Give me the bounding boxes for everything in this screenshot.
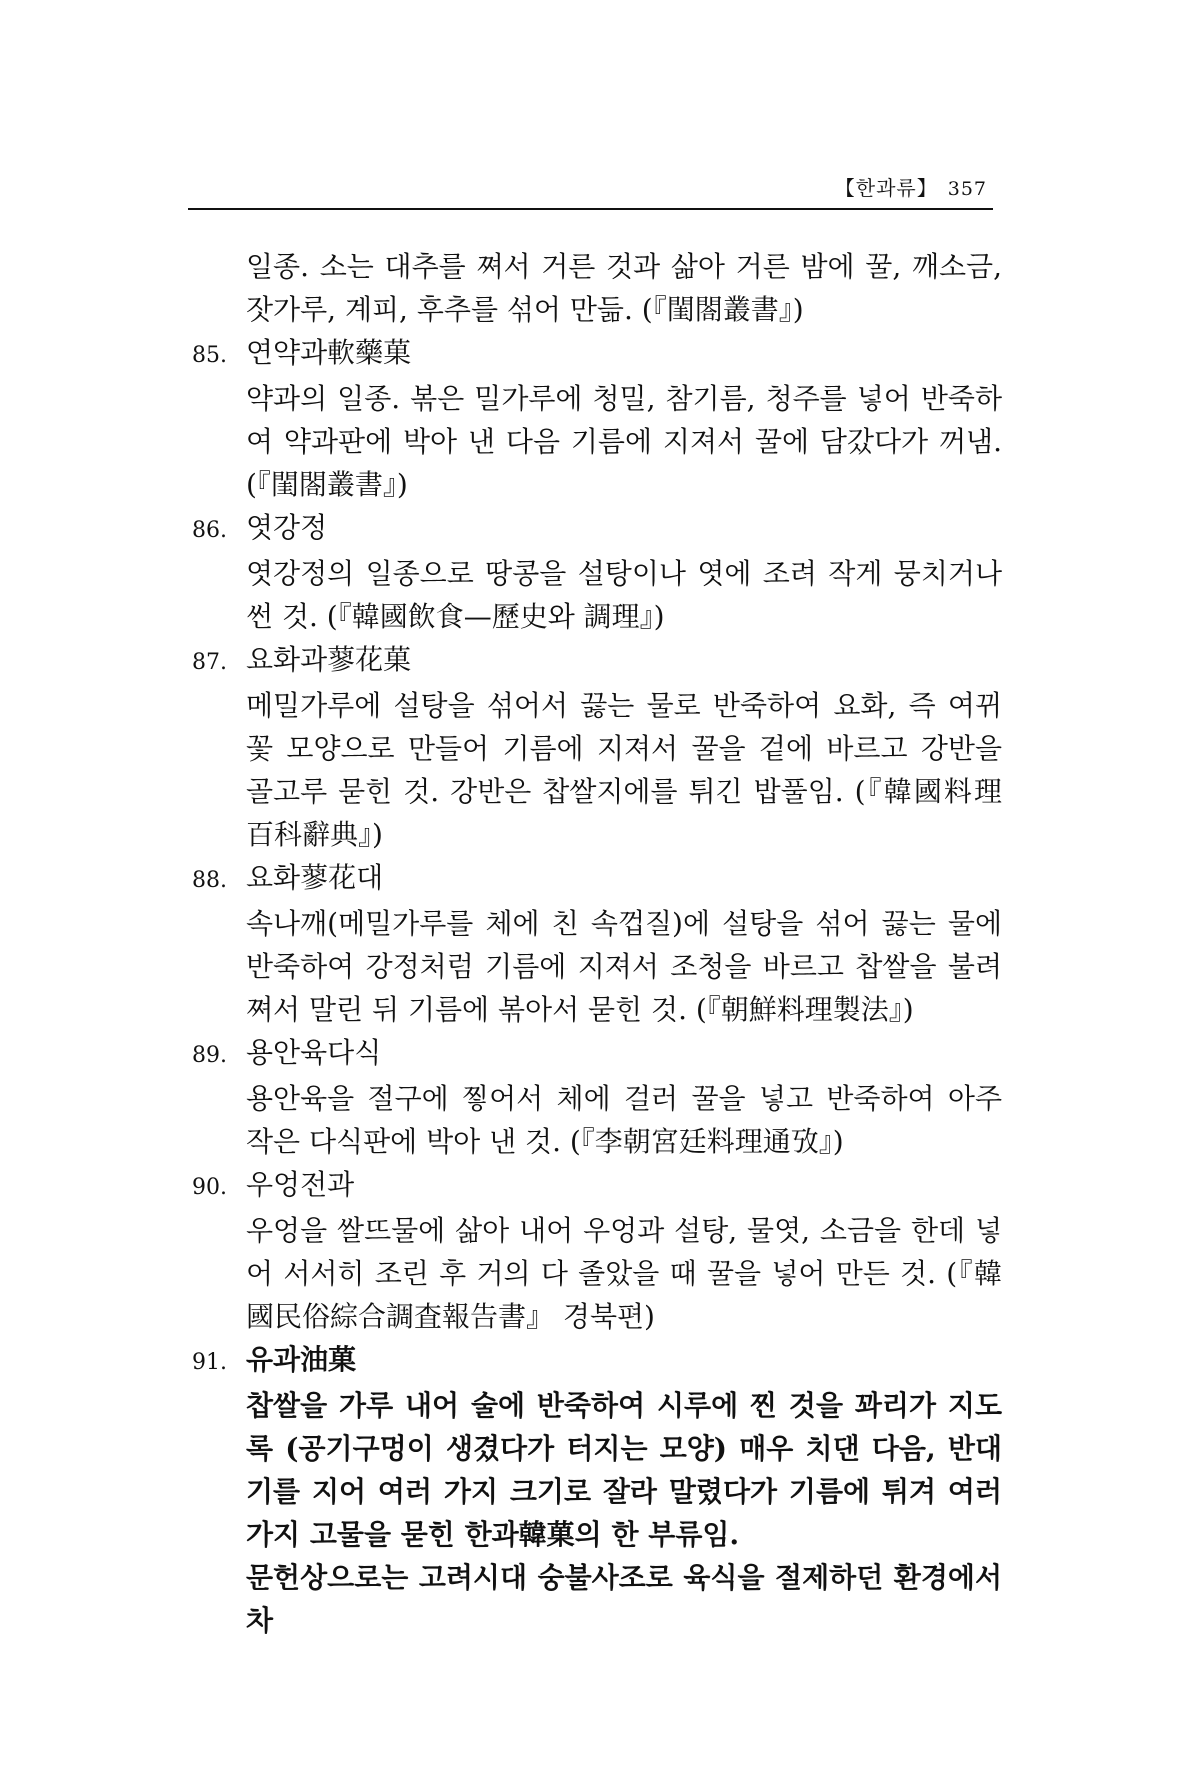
- entry-heading: [192, 331, 1002, 377]
- entry-number: 85.: [192, 343, 227, 368]
- entry-number: 90.: [192, 1175, 227, 1200]
- entry-title: 용안육다식: [246, 1036, 382, 1069]
- entry: [192, 638, 1002, 856]
- entry-title: 유과油菓: [246, 1343, 357, 1376]
- entry-heading: [192, 1163, 1002, 1209]
- entry-number: 91.: [192, 1350, 227, 1375]
- entry-number: 86.: [192, 518, 227, 543]
- entry-heading: [192, 506, 1002, 552]
- entry-number: 87.: [192, 650, 227, 675]
- entry-heading: [192, 1031, 1002, 1077]
- entry-heading: [192, 856, 1002, 902]
- entry-text-continued: 문헌상으로는 고려시대 숭불사조로 육식을 절제하던 환경에서 차: [246, 1561, 1002, 1637]
- entry-title: 우엉전과: [246, 1168, 355, 1201]
- entry: [192, 506, 1002, 638]
- entry-title: 요화과蓼花菓: [246, 643, 412, 676]
- section-label: 【한과류】: [834, 176, 938, 200]
- entry-text: 용안육을 절구에 찧어서 체에 걸러 꿀을 넣고 반죽하여 아주 작은 다식판에 박아 낸 것. (『李朝宮廷料理通攷』): [246, 1082, 1002, 1158]
- entry-title: 엿강정: [246, 511, 328, 544]
- entry-title: 요화蓼花대: [246, 861, 384, 894]
- page-number: 357: [947, 178, 987, 200]
- entry-number: 89.: [192, 1043, 227, 1068]
- entry: [192, 1031, 1002, 1163]
- entry: [192, 856, 1002, 1031]
- lead-paragraph: 일종. 소는 대추를 쪄서 거른 것과 삶아 거른 밤에 꿀, 깨소금, 잣가루, 계피, 후추를 섞어 만듦. (『閨閤叢書』): [246, 250, 1002, 326]
- entry-text: 엿강정의 일종으로 땅콩을 설탕이나 엿에 조려 작게 뭉치거나 썬 것. (『韓國飲食—歷史와 調理』): [246, 557, 1002, 633]
- entry: [192, 1163, 1002, 1338]
- entry-heading: [192, 638, 1002, 684]
- header-right: [835, 172, 987, 201]
- entry-text: 속나깨(메밀가루를 체에 친 속껍질)에 설탕을 섞어 끓는 물에 반죽하여 강정처럼 기름에 지져서 조청을 바르고 찹쌀을 불려 쪄서 말린 뒤 기름에 볶아서 묻힌 것. (『朝鮮料理製法』): [246, 907, 1002, 1026]
- entry-heading: [192, 1338, 1002, 1384]
- entry-text: 우엉을 쌀뜨물에 삶아 내어 우엉과 설탕, 물엿, 소금을 한데 넣어 서서히 조린 후 거의 다 졸았을 때 꿀을 넣어 만든 것. (『韓國民俗綜合調査報告書』 경북편): [246, 1214, 1002, 1333]
- entry-text: 약과의 일종. 볶은 밀가루에 청밀, 참기름, 청주를 넣어 반죽하여 약과판에 박아 낸 다음 기름에 지져서 꿀에 담갔다가 꺼냄. (『閨閤叢書』): [246, 382, 1002, 501]
- entry-text: 메밀가루에 설탕을 섞어서 끓는 물로 반죽하여 요화, 즉 여뀌꽃 모양으로 만들어 기름에 지져서 꿀을 겉에 바르고 강반을 골고루 묻힌 것. 강반은 찹쌀지에를 튀긴 밥풀임. (『韓國料理百科辭典』): [246, 689, 1002, 851]
- running-header: [188, 172, 993, 210]
- entry-number: 88.: [192, 868, 227, 893]
- page-body: [192, 245, 1002, 1642]
- entry-text: 찹쌀을 가루 내어 술에 반죽하여 시루에 찐 것을 꽈리가 지도록 (공기구멍이 생겼다가 터지는 모양) 매우 치댄 다음, 반대기를 지어 여러 가지 크기로 잘라 말렸다가 기름에 튀겨 여러 가지 고물을 묻힌 한과韓菓의 한 부류임.: [246, 1389, 1002, 1551]
- entry-title: 연약과軟藥菓: [246, 336, 412, 369]
- entry: [192, 1338, 1002, 1642]
- entry: [192, 331, 1002, 506]
